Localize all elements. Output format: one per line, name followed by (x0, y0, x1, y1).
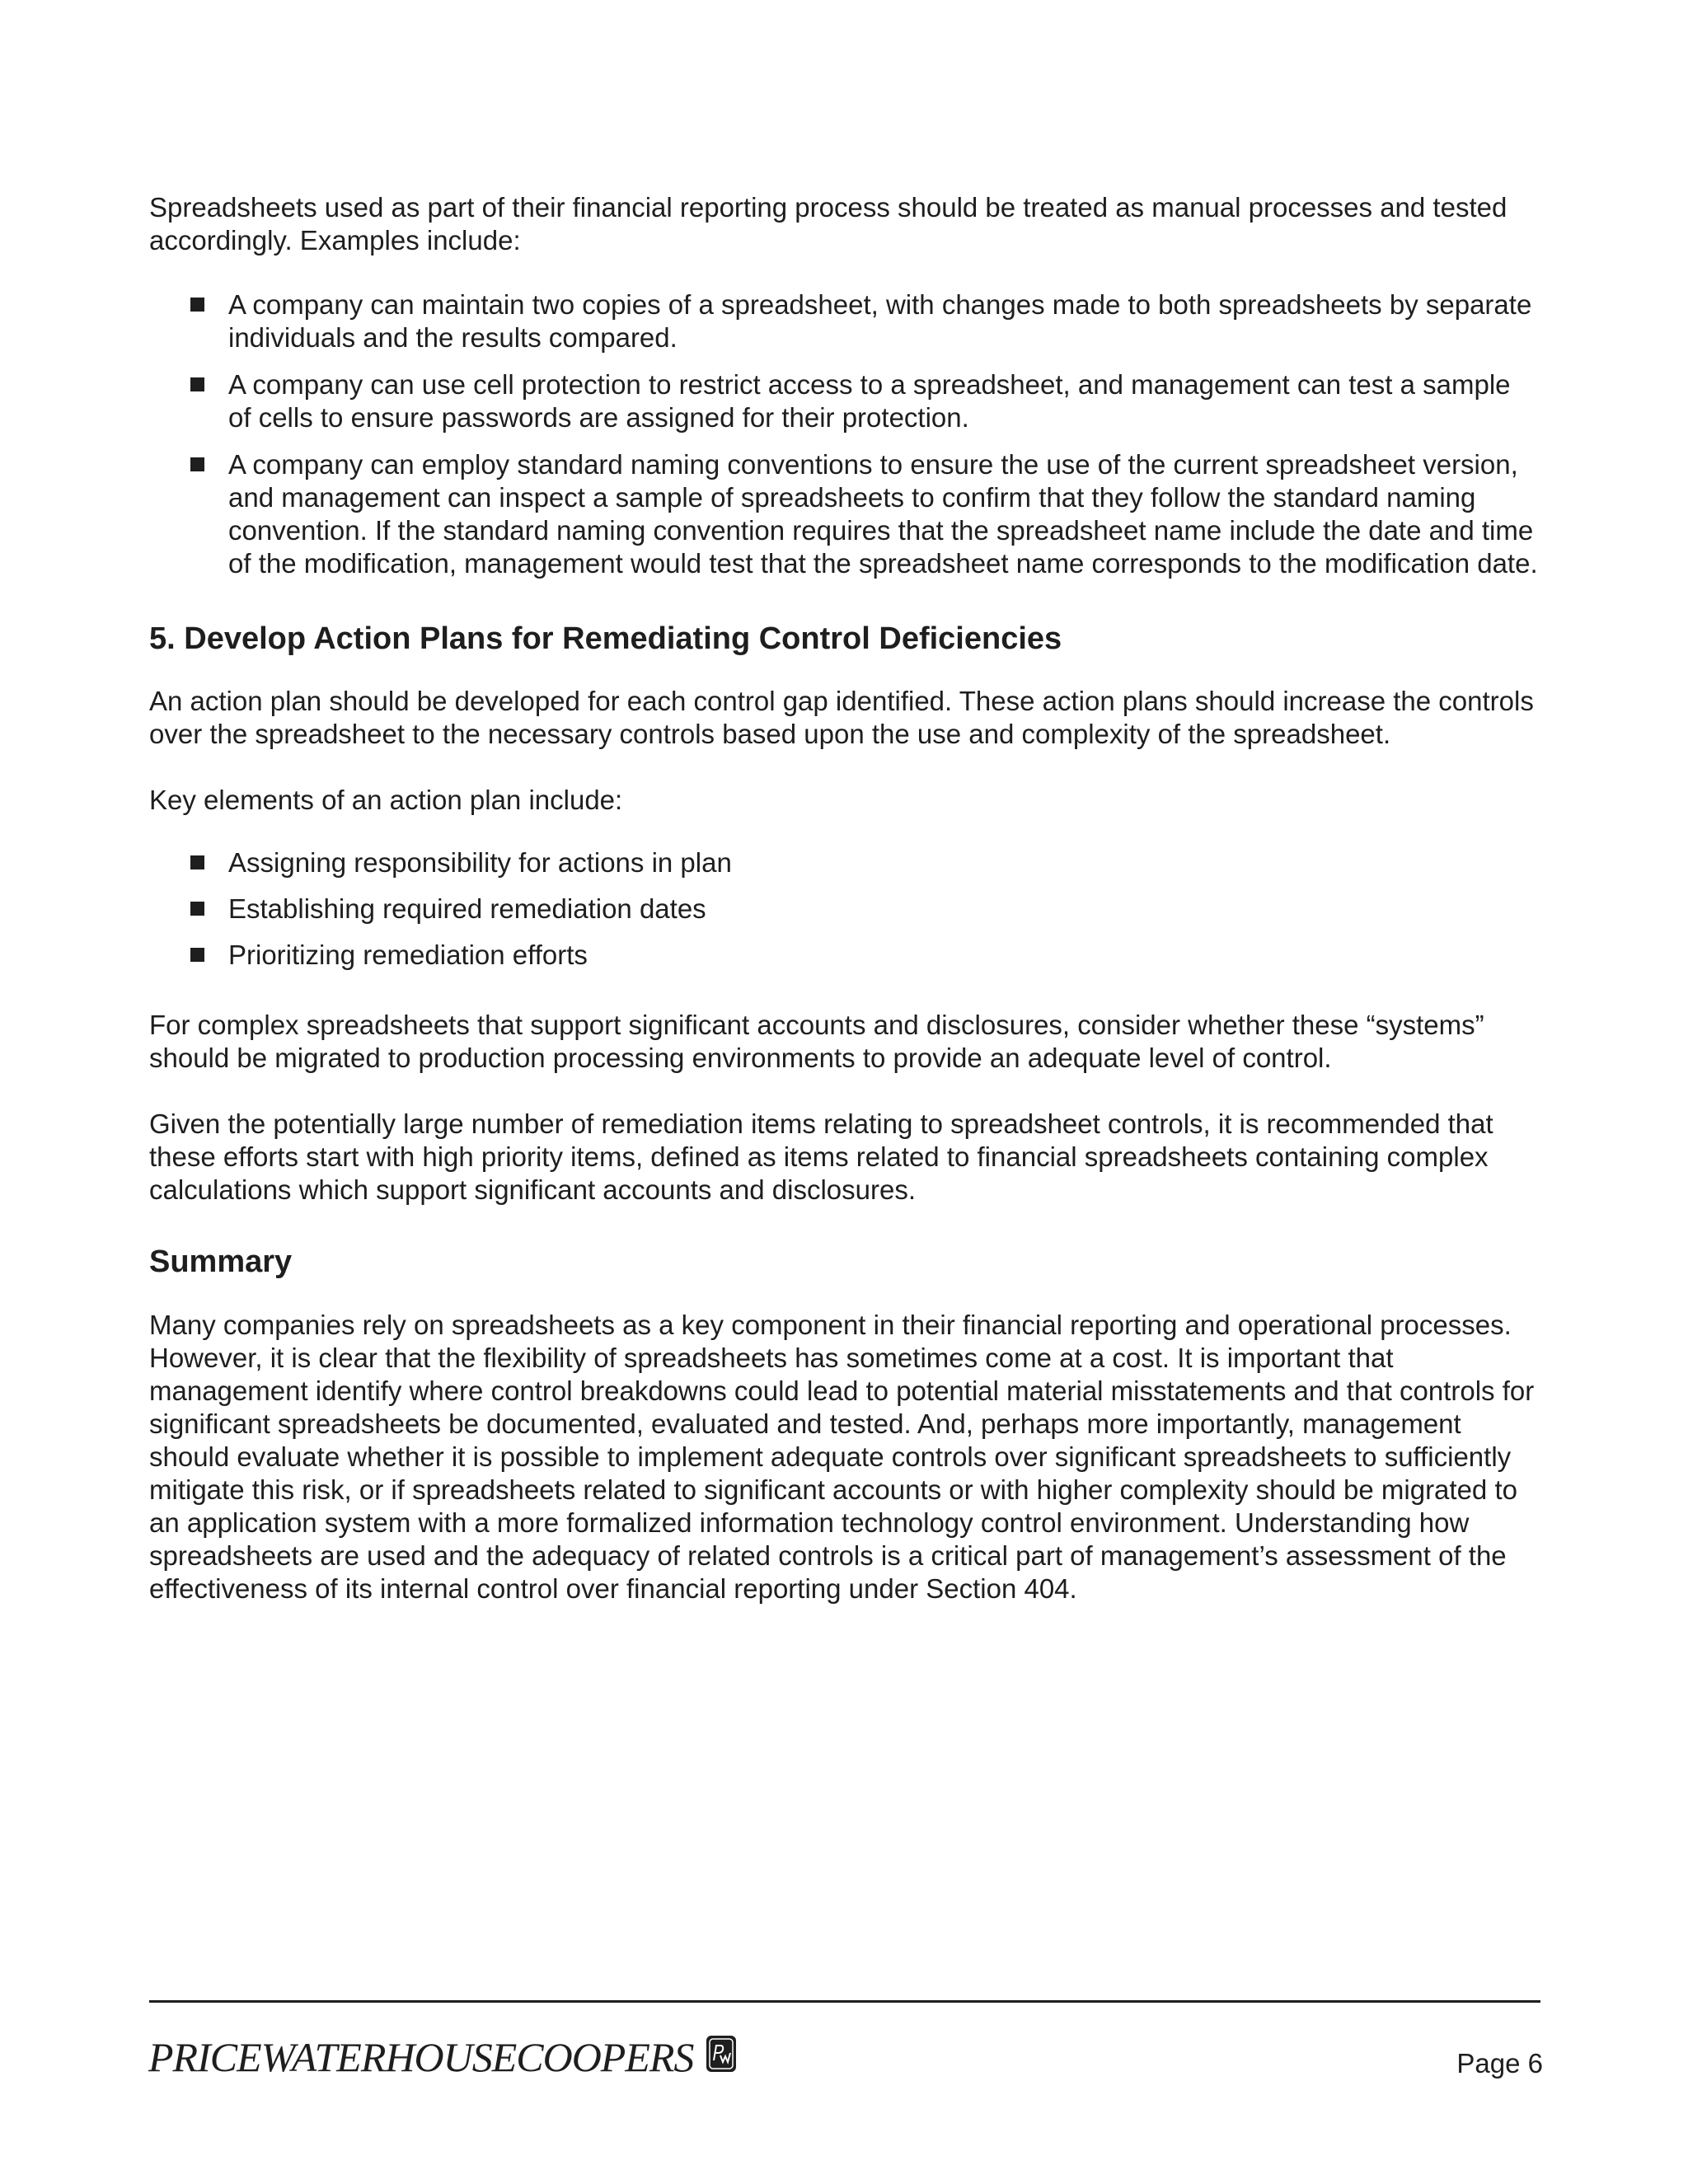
section-heading: 5. Develop Action Plans for Remediating Control Deficiencies (149, 621, 1062, 656)
logo-wordmark: PRICEWATERHOUSECOOPERS (148, 2034, 694, 2080)
company-logo (148, 2024, 736, 2082)
pwc-seal-icon (706, 2036, 736, 2072)
action-plan-paragraph: An action plan should be developed for each control gap identified. These action plans should increase the controls over the spreadsheet to the necessary controls based upon the use and complexity of the spreadsheet. (149, 686, 1534, 749)
key-elements-list (190, 846, 1540, 972)
examples-list (190, 288, 1540, 580)
list-item: A company can use cell protection to restrict access to a spreadsheet, and management can test a sample of cells to ensure passwords are assigned for their protection. (190, 368, 1540, 434)
list-item: Assigning responsibility for actions in plan (190, 846, 1540, 879)
complex-spreadsheets-paragraph: For complex spreadsheets that support significant accounts and disclosures, consider whether these “systems” should be migrated to production processing environments to provide an adequate level of control. (149, 1010, 1484, 1073)
page-number: Page 6 (1456, 2048, 1543, 2079)
summary-paragraph: Many companies rely on spreadsheets as a key component in their financial reporting and operational processes. However, it is clear that the flexibility of spreadsheets has sometimes come at a cost. It is important that management identify where control breakdowns could lead to potential material misstatements and that controls for significant spreadsheets be documented, evaluated and tested. And, perhaps more importantly, management should evaluate whether it is possible to implement adequate controls over significant spreadsheets to sufficiently mitigate this risk, or if spreadsheets related to significant accounts or with higher complexity should be migrated to an application system with a more formalized information technology control environment. Understanding how spreadsheets are used and the adequacy of related controls is a critical part of management’s assessment of the effectiveness of its internal control over financial reporting under Section 404. (149, 1310, 1535, 1604)
summary-heading: Summary (149, 1244, 293, 1279)
list-item: Prioritizing remediation efforts (190, 939, 1540, 972)
list-item: A company can maintain two copies of a spreadsheet, with changes made to both spreadsheets by separate individuals and the results compared. (190, 288, 1540, 354)
priority-paragraph: Given the potentially large number of remediation items relating to spreadsheet controls, it is recommended that these efforts start with high priority items, defined as items related to financial spreadsheets containing complex calculations which support significant accounts and disclosures. (149, 1108, 1493, 1205)
page-body (149, 191, 1540, 1605)
intro-paragraph: Spreadsheets used as part of their financial reporting process should be treated as manual processes and tested accordingly. Examples include: (149, 192, 1507, 255)
list-item: Establishing required remediation dates (190, 893, 1540, 926)
list-item: A company can employ standard naming conventions to ensure the use of the current spreadsheet version, and management can inspect a sample of spreadsheets to confirm that they follow the standard naming convention. If the standard naming convention requires that the spreadsheet name include the date and time of the modification, management would test that the spreadsheet name corresponds to the modification date. (190, 448, 1540, 580)
key-elements-intro: Key elements of an action plan include: (149, 785, 623, 815)
footer-divider (149, 2000, 1540, 2003)
